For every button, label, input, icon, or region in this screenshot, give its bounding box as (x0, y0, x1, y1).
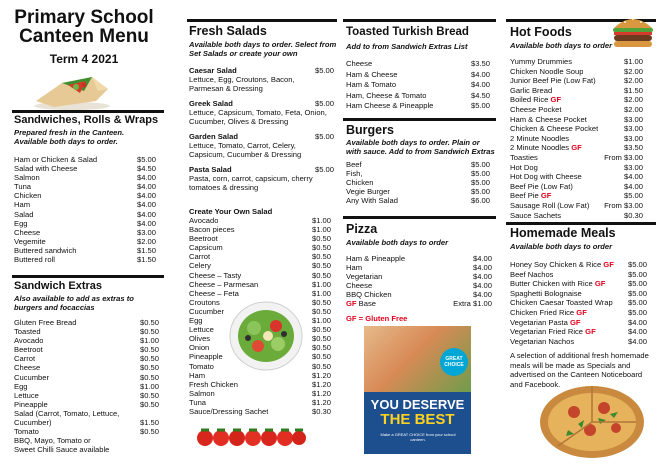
list-item: Gluten Free Bread $0.50 (14, 318, 159, 327)
turkish-bar (343, 19, 496, 22)
list-item: Sauce/Dressing Sachet $0.30 (189, 406, 331, 416)
list-item: Ham & Tomato $4.00 (346, 80, 490, 89)
list-item: Chicken Noodle Soup $2.00 (510, 66, 643, 76)
gf-legend: GF = Gluten Free (346, 314, 408, 323)
list-item: Vegetarian Pasta GF $4.00 (510, 317, 647, 327)
turkish-list (346, 59, 490, 112)
salads-note: Available both days to order. Select from Set Salads or create your own (189, 40, 337, 58)
list-item: Chicken & Cheese Pocket $3.00 (510, 124, 643, 134)
specials-note: A selection of additional fresh homemade meals will be made as Specials and advertised on the Canteen Noticeboard and Facebook. (510, 351, 649, 389)
list-item: Avocado $1.00 (189, 216, 331, 225)
list-item: Garlic Bread $1.50 (510, 85, 643, 95)
poster-badge (440, 348, 468, 376)
list-item: Yummy Drummies $1.00 (510, 57, 643, 66)
list-item: Lettuce $0.50 (14, 390, 159, 400)
list-item: GF Base Extra $1.00 (346, 299, 492, 309)
list-item: Vegetarian $4.00 (346, 272, 492, 282)
list-item: Beef Pie (Low Fat) $4.00 (510, 181, 643, 191)
own-salad-heading: Create Your Own Salad (189, 207, 273, 216)
list-item: Chicken $5.00 (346, 178, 490, 188)
list-item: Chicken Caesar Toasted Wrap $5.00 (510, 298, 647, 308)
pizza-bar (343, 216, 496, 219)
term-label: Term 4 2021 (49, 52, 119, 66)
list-item: Sweet Chilli Sauce available (14, 445, 110, 455)
list-item: Beetroot $0.50 (189, 234, 331, 244)
list-item: Cheese Pocket $2.00 (510, 104, 643, 114)
tomatoes-image (195, 424, 307, 448)
list-item: Onion $0.50 (189, 343, 331, 353)
list-item: Avocado $1.00 (14, 336, 159, 346)
homemade-bar (506, 222, 656, 225)
list-item: Celery $0.50 (189, 261, 331, 271)
burgers-heading: Burgers (346, 123, 394, 137)
title-line1: Primary School (14, 7, 154, 28)
list-item: Boiled Rice GF $2.00 (510, 95, 643, 105)
list-item: Sausage Roll (Low Fat) From $3.00 (510, 200, 643, 210)
salads-heading: Fresh Salads (189, 24, 267, 38)
list-item: Tomato $0.50 (189, 361, 331, 371)
list-item: Hot Dog $3.00 (510, 162, 643, 172)
sandwiches-bar (12, 110, 164, 113)
turkish-note: Add to from Sandwich Extras List (346, 42, 468, 51)
list-item: Salad (Carrot, Tomato, Lettuce, (14, 408, 120, 418)
list-item: Ham $1.20 (189, 370, 331, 380)
title-line2: Canteen Menu (19, 26, 149, 47)
poster-line2: THE BEST (380, 411, 455, 428)
list-item: Beef Pie GF $5.00 (510, 191, 643, 201)
list-item: Ham & Cheese $4.00 (346, 69, 490, 79)
list-item: Salad with Cheese $4.50 (14, 164, 156, 174)
list-item: Chicken Fried Rice GF $5.00 (510, 307, 647, 317)
list-item: Cheese – Tasty $0.50 (189, 270, 331, 280)
list-item: Sauce Sachets $0.30 (510, 210, 643, 220)
list-item: Toasted $0.50 (14, 327, 159, 337)
wrap-image (32, 71, 114, 111)
list-item: Chicken $4.00 (14, 191, 156, 201)
burgers-bar (343, 118, 496, 121)
pizza-list (346, 254, 492, 309)
list-item: Honey Soy Chicken & Rice GF $5.00 (510, 260, 647, 269)
burger-image (610, 12, 656, 50)
list-item: Ham & Pineapple $4.00 (346, 254, 492, 263)
list-item: Olives $0.50 (189, 334, 331, 344)
extras-bar (12, 275, 164, 278)
list-item: Buttered roll $1.50 (14, 255, 156, 265)
badge-line1: GREAT (445, 356, 463, 362)
poster-line1: YOU DESERVE (370, 397, 465, 412)
list-item: Salmon $1.20 (189, 388, 331, 398)
list-item: Egg $1.00 (189, 316, 331, 326)
poster-small: Make a GREAT CHOICE from your school canteen. (380, 432, 456, 442)
list-item: Beef $5.00 (346, 160, 490, 169)
list-item: Vegemite $2.00 (14, 236, 156, 246)
list-item: Ham $4.00 (14, 200, 156, 210)
great-choice-poster (364, 326, 471, 454)
list-item: Ham or Chicken & Salad $5.00 (14, 155, 156, 164)
extras-heading: Sandwich Extras (14, 280, 103, 292)
salad-item: Greek Salad $5.00 Lettuce, Capsicum, Tomato, Feta, Onion, Cucumber, Olives & Dressing (189, 99, 334, 126)
extras-note: Also available to add as extras to burgers and focaccias (14, 294, 134, 312)
list-item: BBQ Chicken $4.00 (346, 290, 492, 300)
list-item: Tuna $1.20 (189, 397, 331, 407)
pizza-image (538, 384, 646, 460)
sandwiches-note: Prepared fresh in the Canteen. Available both days to order. (14, 128, 125, 146)
homemade-list (510, 260, 647, 346)
list-item: Bacon pieces $1.00 (189, 225, 331, 235)
list-item: Vegie Burger $5.00 (346, 187, 490, 197)
pizza-heading: Pizza (346, 222, 378, 236)
list-item: Pineapple $0.50 (189, 352, 331, 362)
list-item: Cheese $3.50 (346, 59, 490, 68)
list-item: 2 Minute Noodles GF $3.50 (510, 143, 643, 153)
set-salads (189, 66, 334, 197)
sandwiches-list (14, 155, 156, 264)
list-item: Cheese – Feta $1.00 (189, 288, 331, 298)
list-item: 2 Minute Noodles $3.00 (510, 133, 643, 143)
list-item: Croutons $0.50 (189, 297, 331, 307)
burgers-list (346, 160, 490, 205)
list-item: Ham Cheese & Pineapple $5.00 (346, 101, 490, 110)
list-item: Hot Dog with Cheese $4.00 (510, 172, 643, 182)
list-item: Tuna $4.00 (14, 182, 156, 192)
homemade-heading: Homemade Meals (510, 226, 616, 240)
list-item: Buttered sandwich $1.50 (14, 245, 156, 255)
list-item: Beef Nachos $5.00 (510, 269, 647, 279)
list-item: Tomato $0.50 (14, 427, 159, 437)
list-item: Vegetarian Fried Rice GF $4.00 (510, 327, 647, 337)
list-item: Butter Chicken with Rice GF $5.00 (510, 279, 647, 289)
list-item: Spaghetti Bolognaise $5.00 (510, 288, 647, 298)
menu-title (4, 8, 164, 67)
list-item: Salad $4.00 (14, 209, 156, 219)
list-item: Cheese $0.50 (14, 363, 159, 373)
hotfoods-heading: Hot Foods (510, 25, 572, 39)
list-item: Capsicum $0.50 (189, 243, 331, 253)
list-item: Cheese – Parmesan $1.00 (189, 279, 331, 289)
list-item: Vegetarian Nachos $4.00 (510, 336, 647, 346)
list-item: Beetroot $0.50 (14, 345, 159, 355)
list-item: Any With Salad $6.00 (346, 196, 490, 206)
salad-item: Garden Salad $5.00 Lettuce, Tomato, Carrot, Celery, Capsicum, Cucumber & Dressing (189, 132, 334, 159)
salad-item: Pasta Salad $5.00 Pasta, corn, carrot, capsicum, cherry tomatoes & dressing (189, 165, 334, 192)
list-item: Ham & Cheese Pocket $3.00 (510, 114, 643, 124)
badge-line2: CHOICE (444, 362, 464, 368)
list-item: Carrot $0.50 (14, 354, 159, 364)
list-item: Egg $4.00 (14, 218, 156, 228)
extras-list (14, 318, 159, 454)
list-item: Fish, $5.00 (346, 169, 490, 179)
list-item: Salmon $4.00 (14, 173, 156, 183)
list-item: Cheese $4.00 (346, 281, 492, 291)
list-item: Ham $4.00 (346, 263, 492, 273)
list-item: Egg $1.00 (14, 381, 159, 391)
salad-bowl-image (228, 300, 304, 372)
list-item: Pineapple $0.50 (14, 399, 159, 409)
homemade-note: Available both days to order (510, 242, 613, 251)
sandwiches-heading: Sandwiches, Rolls & Wraps (14, 114, 159, 126)
pizza-note: Available both days to order (346, 238, 449, 247)
salads-bar (187, 19, 337, 22)
list-item: Cucumber) $1.50 (14, 418, 159, 428)
list-item: Lettuce $0.50 (189, 325, 331, 335)
turkish-heading: Toasted Turkish Bread (346, 26, 469, 38)
list-item: BBQ, Mayo, Tomato or (14, 436, 91, 446)
list-item: Cucumber $0.50 (14, 372, 159, 382)
list-item: Fresh Chicken $1.20 (189, 379, 331, 389)
salad-item: Caesar Salad $5.00 Lettuce, Egg, Croutons, Bacon, Parmesan & Dressing (189, 66, 334, 93)
list-item: Cucumber $0.50 (189, 306, 331, 316)
hotfoods-note: Available both days to order (510, 41, 613, 50)
list-item: Toasties From $3.00 (510, 152, 643, 162)
hotfoods-list (510, 57, 643, 220)
list-item: Carrot $0.50 (189, 252, 331, 262)
list-item: Junior Beef Pie (Low Fat) $2.00 (510, 76, 643, 86)
list-item: Cheese $3.00 (14, 227, 156, 237)
burgers-note: Available both days to order. Plain or with sauce. Add to from Sandwich Extras (346, 138, 495, 156)
list-item: Ham, Cheese & Tomato $4.50 (346, 90, 490, 100)
